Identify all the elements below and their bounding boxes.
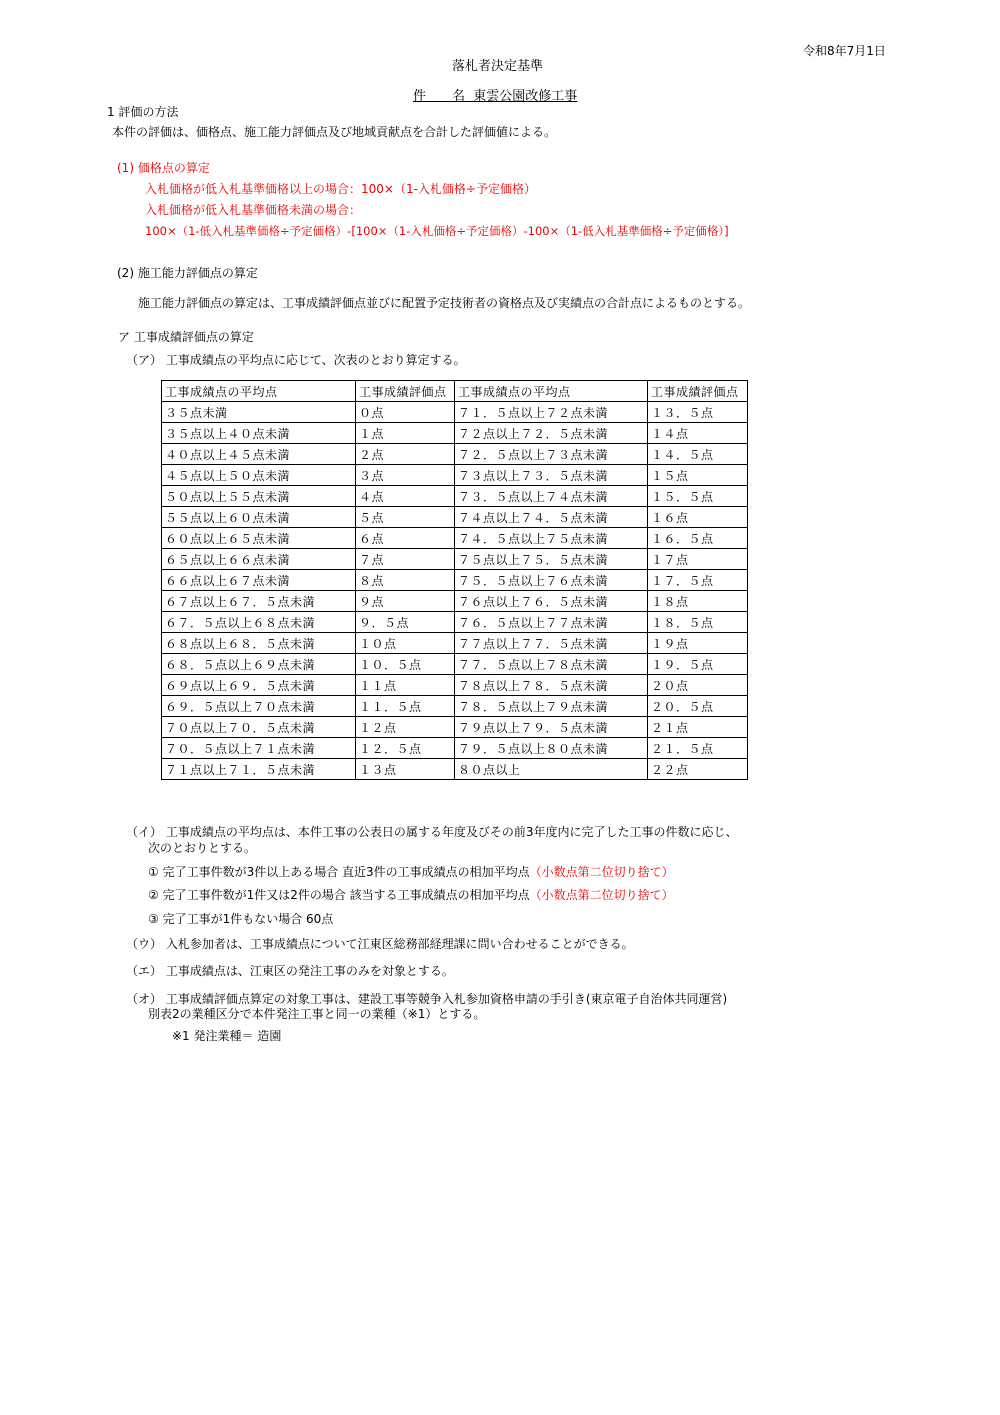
- table-cell: ７点: [356, 549, 455, 570]
- table-cell: ７７．５点以上７８点未満: [455, 654, 648, 675]
- table-cell: １５点: [648, 465, 748, 486]
- table-cell: １２．５点: [356, 738, 455, 759]
- table-cell: ７６．５点以上７７点未満: [455, 612, 648, 633]
- table-cell: ２２点: [648, 759, 748, 780]
- table-cell: ７４．５点以上７５点未満: [455, 528, 648, 549]
- table-cell: ７６点以上７６．５点未満: [455, 591, 648, 612]
- table-row: [162, 612, 748, 633]
- subject-line: [413, 89, 577, 105]
- section1-intro: 本件の評価は、価格点、施工能力評価点及び地域貢献点を合計した評価値による。: [112, 125, 557, 139]
- table-cell: ７３点以上７３．５点未満: [455, 465, 648, 486]
- note-o-line1: （オ） 工事成績評価点算定の対象工事は、建設工事等競争入札参加資格申請の手引き(東京電子自治体共同運営): [126, 992, 728, 1006]
- table-row: [162, 402, 748, 423]
- table-row: [162, 759, 748, 780]
- section1-heading: 1 評価の方法: [107, 105, 179, 119]
- table-cell: ３５点以上４０点未満: [162, 423, 356, 444]
- note-item-1-text: ① 完了工事件数が3件以上ある場合 直近3件の工事成績点の相加平均点: [148, 865, 530, 879]
- price-formula-2: 入札価格が低入札基準価格未満の場合：: [145, 203, 362, 217]
- table-cell: １９．５点: [648, 654, 748, 675]
- score-table: [161, 380, 748, 780]
- table-row: [162, 444, 748, 465]
- table-row: [162, 633, 748, 654]
- table-cell: １１．５点: [356, 696, 455, 717]
- table-cell: ８点: [356, 570, 455, 591]
- table-cell: ７９点以上７９．５点未満: [455, 717, 648, 738]
- table-cell: ５点: [356, 507, 455, 528]
- table-cell: １３点: [356, 759, 455, 780]
- table-cell: ７４点以上７４．５点未満: [455, 507, 648, 528]
- table-cell: ７２点以上７２．５点未満: [455, 423, 648, 444]
- table-cell: ７８点以上７８．５点未満: [455, 675, 648, 696]
- table-row: [162, 423, 748, 444]
- table-header-row: [162, 381, 748, 402]
- table-cell: ６８．５点以上６９点未満: [162, 654, 356, 675]
- table-cell: ４０点以上４５点未満: [162, 444, 356, 465]
- table-cell: ６９．５点以上７０点未満: [162, 696, 356, 717]
- table-cell: ９．５点: [356, 612, 455, 633]
- table-cell: １１点: [356, 675, 455, 696]
- table-row: [162, 570, 748, 591]
- table-cell: ６０点以上６５点未満: [162, 528, 356, 549]
- subject-label: 件 名: [413, 89, 466, 104]
- note-item-2-text: ② 完了工事件数が1件又は2件の場合 該当する工事成績点の相加平均点: [148, 888, 530, 902]
- table-cell: ２１点: [648, 717, 748, 738]
- table-cell: ７５．５点以上７６点未満: [455, 570, 648, 591]
- table-header: 工事成績点の平均点: [162, 381, 356, 402]
- table-cell: １５．５点: [648, 486, 748, 507]
- table-row: [162, 465, 748, 486]
- table-row: [162, 528, 748, 549]
- note-item-1: [148, 864, 674, 880]
- table-cell: ７１点以上７１．５点未満: [162, 759, 356, 780]
- table-cell: ７２．５点以上７３点未満: [455, 444, 648, 465]
- table-cell: ８０点以上: [455, 759, 648, 780]
- table-cell: １７点: [648, 549, 748, 570]
- document-title: 落札者決定基準: [452, 59, 544, 74]
- table-cell: ２０点: [648, 675, 748, 696]
- performance-heading: ア 工事成績評価点の算定: [118, 330, 254, 344]
- capability-text: 施工能力評価点の算定は、工事成績評価点並びに配置予定技術者の資格点及び実績点の合計点によるものとする。: [138, 296, 751, 310]
- table-cell: ３５点未満: [162, 402, 356, 423]
- table-cell: ６５点以上６６点未満: [162, 549, 356, 570]
- table-cell: １０点: [356, 633, 455, 654]
- table-cell: １３．５点: [648, 402, 748, 423]
- table-row: [162, 654, 748, 675]
- table-row: [162, 507, 748, 528]
- table-cell: １６点: [648, 507, 748, 528]
- table-cell: ７３．５点以上７４点未満: [455, 486, 648, 507]
- table-cell: ６７点以上６７．５点未満: [162, 591, 356, 612]
- table-cell: ７１．５点以上７２点未満: [455, 402, 648, 423]
- table-cell: ６６点以上６７点未満: [162, 570, 356, 591]
- table-cell: ７５点以上７５．５点未満: [455, 549, 648, 570]
- table-cell: ５５点以上６０点未満: [162, 507, 356, 528]
- note-i-line1: （イ） 工事成績点の平均点は、本件工事の公表日の属する年度及びその前3年度内に完了した工事の件数に応じ、: [126, 825, 738, 839]
- note-i-line2: 次のとおりとする。: [148, 841, 257, 855]
- table-row: [162, 591, 748, 612]
- table-cell: ２０．５点: [648, 696, 748, 717]
- price-heading: (1) 価格点の算定: [117, 161, 210, 175]
- note-o-line2: 別表2の業種区分で本件発注工事と同一の業種（※1）とする。: [148, 1007, 486, 1021]
- note-e: （エ） 工事成績点は、江東区の発注工事のみを対象とする。: [126, 964, 454, 978]
- table-cell: ５０点以上５５点未満: [162, 486, 356, 507]
- table-cell: １８．５点: [648, 612, 748, 633]
- table-cell: ６点: [356, 528, 455, 549]
- subject-name: 東雲公園改修工事: [473, 89, 578, 104]
- note-item-1-red: （小数点第二位切り捨て）: [529, 865, 674, 879]
- table-row: [162, 486, 748, 507]
- table-cell: １９点: [648, 633, 748, 654]
- table-cell: １点: [356, 423, 455, 444]
- table-cell: １０．５点: [356, 654, 455, 675]
- table-cell: １２点: [356, 717, 455, 738]
- price-formula-1: 入札価格が低入札基準価格以上の場合：100×（1-入札価格÷予定価格）: [145, 182, 536, 196]
- table-header: 工事成績評価点: [648, 381, 748, 402]
- note-item-2: [148, 887, 674, 903]
- table-cell: ２１．５点: [648, 738, 748, 759]
- capability-heading: (2) 施工能力評価点の算定: [117, 266, 258, 280]
- table-header: 工事成績評価点: [356, 381, 455, 402]
- table-cell: ７０点以上７０．５点未満: [162, 717, 356, 738]
- table-header: 工事成績点の平均点: [455, 381, 648, 402]
- table-cell: ０点: [356, 402, 455, 423]
- table-row: [162, 738, 748, 759]
- note-item-3: ③ 完了工事が1件もない場合 60点: [148, 912, 334, 926]
- document-date: 令和8年7月1日: [803, 44, 886, 58]
- note-item-2-red: （小数点第二位切り捨て）: [529, 888, 674, 902]
- table-cell: ２点: [356, 444, 455, 465]
- table-cell: １７．５点: [648, 570, 748, 591]
- table-row: [162, 675, 748, 696]
- table-cell: ７０．５点以上７１点未満: [162, 738, 356, 759]
- table-cell: ４点: [356, 486, 455, 507]
- table-cell: ９点: [356, 591, 455, 612]
- footnote: ※1 発注業種＝ 造園: [172, 1029, 282, 1043]
- price-formula-3: 100×（1-低入札基準価格÷予定価格）-[100×（1-入札価格÷予定価格）-100×（1-低入札基準価格÷予定価格）]: [145, 224, 729, 238]
- table-cell: ７８．５点以上７９点未満: [455, 696, 648, 717]
- table-cell: １４点: [648, 423, 748, 444]
- table-cell: １８点: [648, 591, 748, 612]
- table-cell: ６７．５点以上６８点未満: [162, 612, 356, 633]
- table-cell: ４５点以上５０点未満: [162, 465, 356, 486]
- table-cell: ６８点以上６８．５点未満: [162, 633, 356, 654]
- table-row: [162, 717, 748, 738]
- table-cell: ７９．５点以上８０点未満: [455, 738, 648, 759]
- table-cell: ６９点以上６９．５点未満: [162, 675, 356, 696]
- note-u: （ウ） 入札参加者は、工事成績点について江東区総務部経理課に問い合わせることができる。: [126, 937, 634, 951]
- table-row: [162, 549, 748, 570]
- table-cell: １４．５点: [648, 444, 748, 465]
- performance-sub-a: （ア） 工事成績点の平均点に応じて、次表のとおり算定する。: [126, 353, 466, 367]
- table-cell: ３点: [356, 465, 455, 486]
- table-cell: １６．５点: [648, 528, 748, 549]
- table-cell: ７７点以上７７．５点未満: [455, 633, 648, 654]
- table-row: [162, 696, 748, 717]
